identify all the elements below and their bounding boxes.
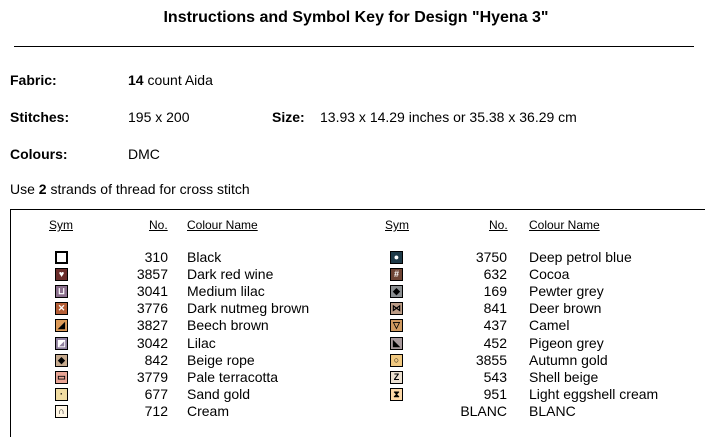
note-pre: Use [10, 181, 39, 197]
page-title: Instructions and Symbol Key for Design "Hyena 3" [163, 9, 549, 26]
size-label: Size: [272, 109, 305, 125]
colour-name: Pewter grey [529, 283, 604, 300]
colour-name: Cocoa [529, 266, 570, 283]
diamond-icon: ◆ [390, 285, 403, 298]
ring-icon: ○ [390, 354, 403, 367]
colour-name: BLANC [529, 402, 576, 419]
header-name-right: Colour Name [529, 218, 600, 232]
heart-icon: ♥ [55, 268, 68, 281]
dmc-number: 169 [483, 283, 507, 300]
black-square-icon [55, 251, 68, 264]
dmc-number: 842 [144, 351, 168, 368]
fabric-value [128, 71, 213, 89]
colour-name: Medium lilac [187, 283, 265, 300]
colour-name: Cream [187, 402, 230, 419]
colour-name: Dark nutmeg brown [187, 300, 310, 317]
dot-icon: · [55, 388, 68, 401]
hourglass-icon: ⧗ [390, 388, 403, 401]
colour-name: Beech brown [187, 317, 269, 334]
dmc-number: 3857 [136, 266, 168, 283]
dmc-number: 452 [483, 334, 507, 351]
dmc-number: BLANC [460, 402, 507, 419]
circle-icon: ● [390, 251, 403, 264]
triangle-icon: ◢ [55, 319, 68, 332]
dmc-number: 3855 [475, 351, 507, 368]
dmc-number: 3750 [475, 249, 507, 265]
stitches-label: Stitches: [10, 109, 70, 125]
dmc-number: 3827 [136, 317, 168, 334]
symbol-key-table [10, 209, 705, 437]
fabric-unit: count Aida [147, 72, 213, 88]
triangle-down-icon: ▽ [390, 319, 403, 332]
dmc-number: 437 [483, 317, 507, 334]
fabric-label: Fabric: [10, 72, 57, 88]
colour-name: Autumn gold [529, 351, 608, 368]
header-sym-left: Sym [49, 218, 73, 232]
header-no-left: No. [149, 218, 168, 232]
colour-name: Beige rope [187, 351, 255, 368]
colour-name: Pale terracotta [187, 368, 279, 385]
blank-square-icon [390, 405, 403, 418]
dmc-number: 632 [483, 266, 507, 283]
colour-name: Lilac [187, 334, 216, 351]
dmc-number: 3776 [136, 300, 168, 317]
colour-name: Deer brown [529, 300, 602, 317]
instructions-note [10, 181, 250, 197]
colours-label: Colours: [10, 146, 68, 162]
colour-name: Pigeon grey [529, 334, 604, 351]
colour-name: Black [187, 249, 222, 265]
dmc-number: 677 [144, 385, 168, 402]
header-no-right: No. [489, 218, 508, 232]
dmc-number: 841 [483, 300, 507, 317]
size-value: 13.93 x 14.29 inches or 35.38 x 36.29 cm [320, 109, 577, 125]
rectangle-icon: ▭ [55, 371, 68, 384]
dmc-number: 3041 [136, 283, 168, 300]
cup-icon: ⊔ [55, 285, 68, 298]
header-sym-right: Sym [385, 218, 409, 232]
colour-name: Camel [529, 317, 570, 334]
diamond-icon: ◆ [55, 354, 68, 367]
bowtie-icon: ⋈ [392, 303, 401, 314]
dmc-number: 3779 [136, 368, 168, 385]
note-post: strands of thread for cross stitch [46, 181, 250, 197]
colour-name: Deep petrol blue [529, 249, 632, 265]
dmc-number: 3042 [136, 334, 168, 351]
cross-icon: ✕ [55, 302, 68, 315]
colour-name: Sand gold [187, 385, 251, 402]
hash-icon: # [390, 268, 403, 281]
header-name-left: Colour Name [187, 218, 258, 232]
dmc-number: 543 [483, 368, 507, 385]
dmc-number: 310 [144, 249, 168, 265]
z-icon: Z [390, 371, 403, 384]
half-square-icon: ◩ [55, 337, 68, 350]
colour-name: Shell beige [529, 368, 599, 385]
corner-triangle-icon: ◣ [390, 337, 403, 350]
colour-name: Light eggshell cream [529, 385, 659, 402]
colours-value: DMC [128, 146, 160, 162]
fabric-count: 14 [128, 72, 144, 88]
dmc-number: 951 [483, 385, 507, 402]
arch-icon: ∩ [55, 405, 68, 418]
note-strands: 2 [38, 181, 47, 197]
colour-name: Dark red wine [187, 266, 274, 283]
title-divider [14, 46, 694, 47]
dmc-number: 712 [144, 402, 168, 419]
stitches-value: 195 x 200 [128, 109, 190, 125]
